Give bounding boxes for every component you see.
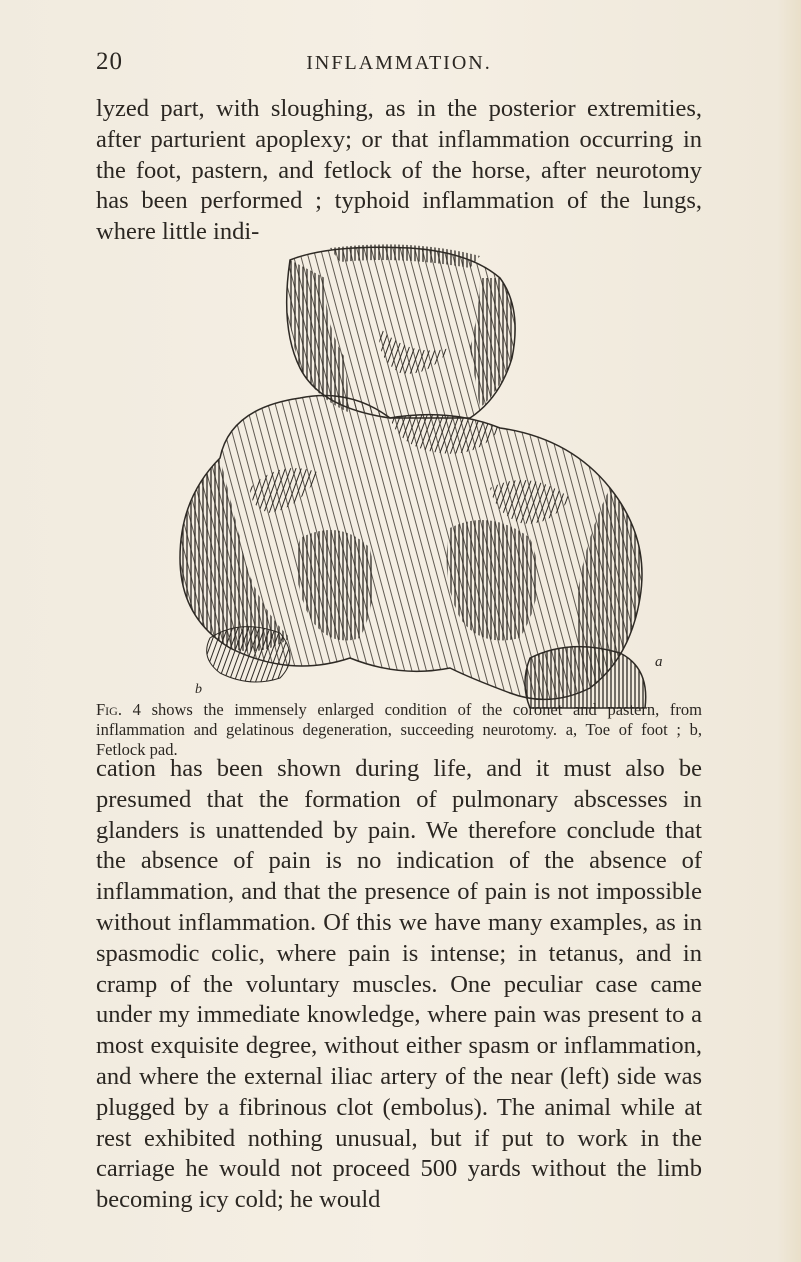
figure-caption-text: shows the immensely enlarged condition of the coronet and pastern, from inflammation and gelatinous degeneration, succeeding neurotomy. a, Toe of foot ; b, Fetlock pad. [96, 700, 702, 759]
figure-caption-label: Fig. 4 [96, 700, 141, 719]
body-paragraph-bottom: cation has been shown during life, and it must also be presumed that the formation of pulmonary abscesses in glanders is unattended by pain. We therefore conclude that the absence of pain is no indication of the absence of inflammation, and that the presence of pain is not impossible without inflammation. Of this we have many examples, as in spasmodic colic, where pain is intense; in tetanus, and in cramp of the voluntary muscles. One peculiar case came under my immediate knowledge, where pain was present to a most exquisite degree, without either spasm or inflammation, and where the external iliac artery of the near (left) side was plugged by a fibrinous clot (embolus). The animal while at rest exhibited nothing unusual, but if put to work in the carriage he would not proceed 500 yards without the limb becoming icy cold; he would [96, 755, 702, 1214]
label-a: a [655, 654, 663, 670]
label-b: b [195, 682, 202, 697]
page-number: 20 [96, 48, 123, 75]
figure-illustration [150, 238, 690, 718]
hoof-engraving [150, 238, 690, 718]
running-title: INFLAMMATION. [306, 52, 492, 74]
figure-caption [96, 700, 702, 760]
page-header [96, 44, 702, 84]
body-paragraph-top: lyzed part, with sloughing, as in the posterior extremities, after parturient apoplexy; or that inflammation occurring in the foot, pastern, and fetlock of the horse, after neurotomy has been performed ; typhoid inflammation of the lungs, where little indi- [96, 95, 702, 246]
